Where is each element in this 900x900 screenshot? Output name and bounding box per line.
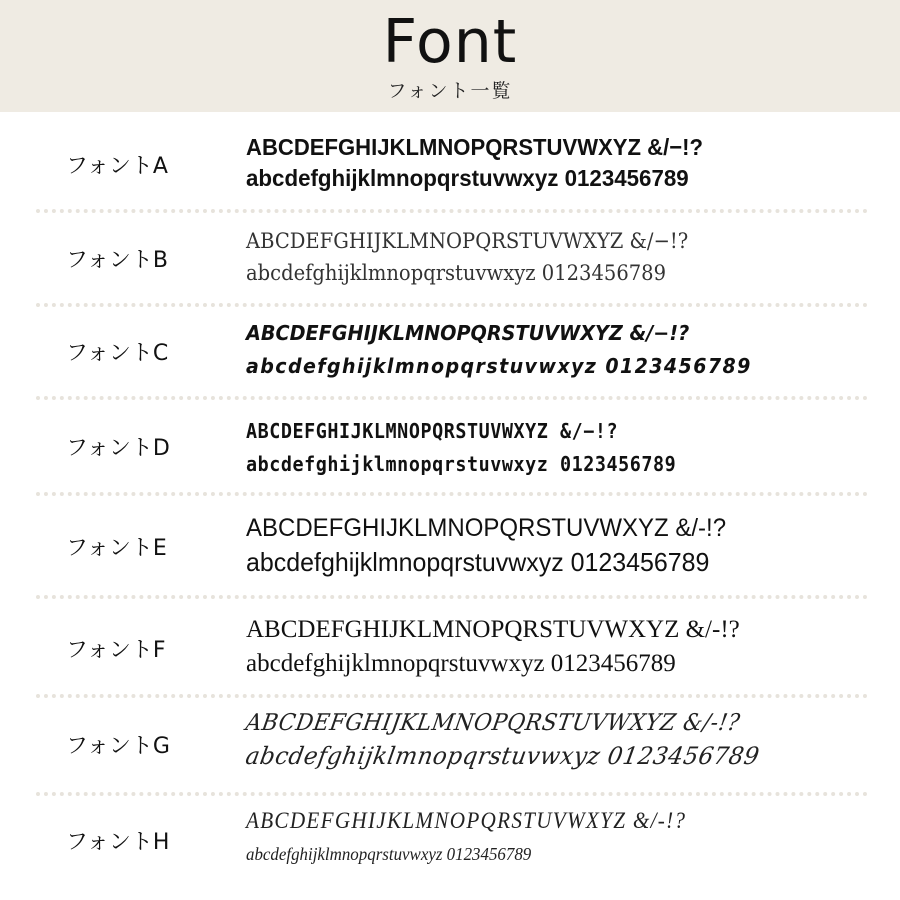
sample-uppercase: ABCDEFGHIJKLMNOPQRSTUVWXYZ &/-!? <box>246 808 687 833</box>
sample-uppercase: ABCDEFGHIJKLMNOPQRSTUVWXYZ &/-!? <box>246 514 727 542</box>
sample-uppercase: ABCDEFGHIJKLMNOPQRSTUVWXYZ &/-!? <box>246 616 740 643</box>
sample-lowercase: abcdefghijklmnopqrstuvwxyz 0123456789 <box>246 452 677 476</box>
sample-uppercase: ABCDEFGHIJKLMNOPQRSTUVWXYZ &/-!? <box>243 710 742 736</box>
header-banner <box>0 0 900 112</box>
sample-lowercase: abcdefghijklmnopqrstuvwxyz 0123456789 <box>246 844 532 864</box>
sample-lowercase: abcdefghijklmnopqrstuvwxyz 0123456789 <box>246 165 689 191</box>
font-sample <box>246 512 746 580</box>
font-label: フォントH <box>66 830 170 855</box>
font-label: フォントE <box>66 536 167 561</box>
font-sample <box>246 614 740 682</box>
sample-uppercase: ABCDEFGHIJKLMNOPQRSTUVWXYZ &/−!? <box>246 419 619 443</box>
dotted-divider <box>36 595 868 599</box>
sample-lowercase: abcdefghijklmnopqrstuvwxyz 0123456789 <box>246 261 667 285</box>
page-subtitle: フォント一覧 <box>387 80 513 102</box>
font-sample <box>246 226 721 290</box>
sample-lowercase: abcdefghijklmnopqrstuvwxyz 0123456789 <box>246 354 752 378</box>
dotted-divider <box>36 792 868 796</box>
font-sample <box>246 132 722 194</box>
page-title: Font <box>382 7 518 77</box>
font-label: フォントG <box>66 734 170 759</box>
font-sample <box>246 416 714 482</box>
sample-uppercase: ABCDEFGHIJKLMNOPQRSTUVWXYZ &/−!? <box>246 321 690 345</box>
font-label: フォントC <box>66 341 169 366</box>
dotted-divider <box>36 694 868 698</box>
sample-uppercase: ABCDEFGHIJKLMNOPQRSTUVWXYZ &/−!? <box>246 229 689 253</box>
font-sample <box>246 318 778 384</box>
font-label: フォントD <box>66 436 170 461</box>
dotted-divider <box>36 303 868 307</box>
sample-lowercase: abcdefghijklmnopqrstuvwxyz 0123456789 <box>246 547 710 577</box>
font-sample <box>243 708 781 774</box>
sample-uppercase: ABCDEFGHIJKLMNOPQRSTUVWXYZ &/−!? <box>246 134 703 160</box>
font-label: フォントA <box>66 154 168 179</box>
dotted-divider <box>36 492 868 496</box>
sample-lowercase: abcdefghijklmnopqrstuvwxyz 0123456789 <box>246 650 676 677</box>
font-sample <box>246 806 725 872</box>
font-label: フォントB <box>66 248 168 273</box>
dotted-divider <box>36 209 868 213</box>
sample-lowercase: abcdefghijklmnopqrstuvwxyz 0123456789 <box>243 742 762 770</box>
font-label: フォントF <box>66 638 166 663</box>
dotted-divider <box>36 396 868 400</box>
